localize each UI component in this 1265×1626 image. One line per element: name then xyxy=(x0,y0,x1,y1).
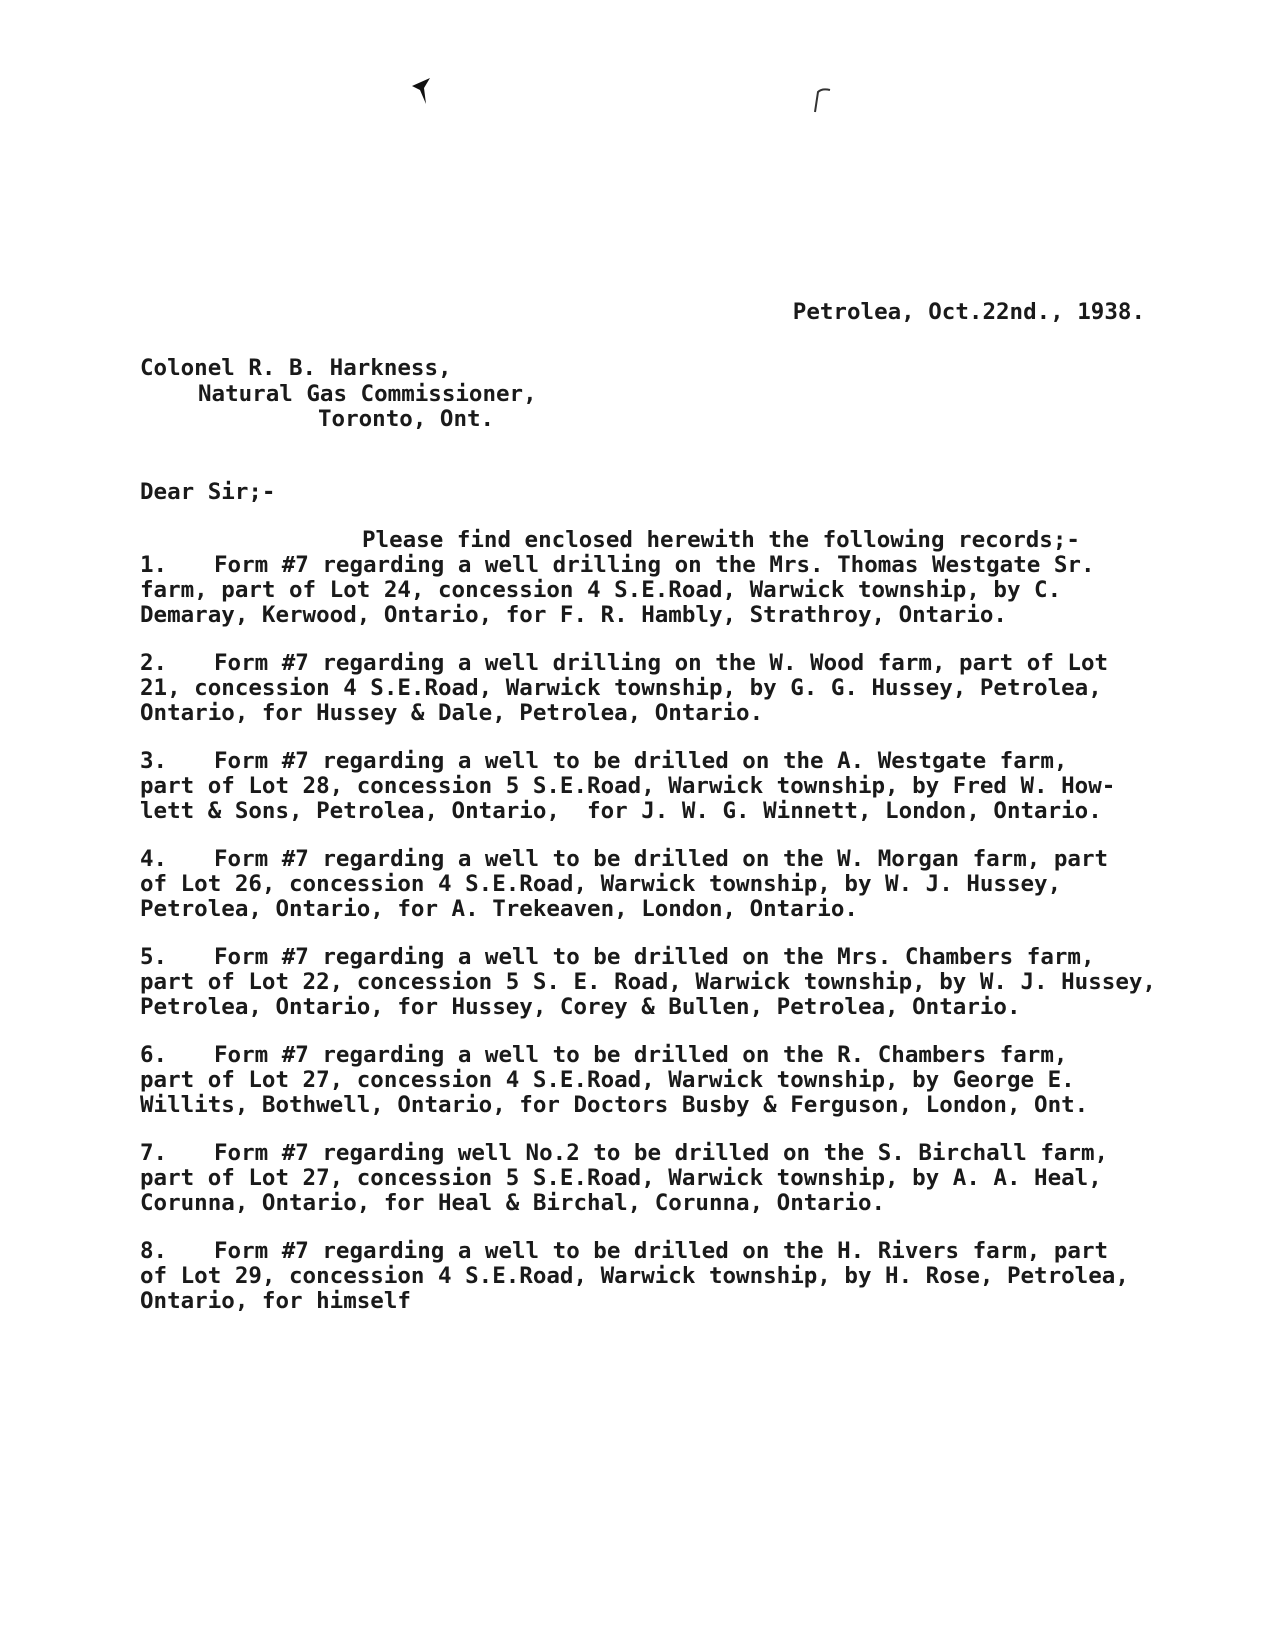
recipient-name: Colonel R. B. Harkness, xyxy=(140,355,452,381)
record-line xyxy=(140,1043,1250,1068)
record-line xyxy=(140,847,1250,872)
record-line: part of Lot 28, concession 5 S.E.Road, Warwick township, by Fred W. How- xyxy=(140,773,1116,799)
record-item-4 xyxy=(140,847,1250,922)
record-number: 6. xyxy=(140,1042,168,1068)
record-item-5 xyxy=(140,945,1250,1020)
record-text: Form #7 regarding a well to be drilled on the A. Westgate farm, xyxy=(214,748,1068,774)
ink-blot-mark xyxy=(410,76,434,106)
record-item-1 xyxy=(140,553,1250,628)
record-item-7 xyxy=(140,1141,1250,1216)
record-text: Form #7 regarding a well drilling on the Mrs. Thomas Westgate Sr. xyxy=(214,552,1095,578)
record-line: lett & Sons, Petrolea, Ontario, for J. W. G. Winnett, London, Ontario. xyxy=(140,798,1102,824)
recipient-city: Toronto, Ont. xyxy=(318,406,495,432)
record-line: of Lot 29, concession 4 S.E.Road, Warwick township, by H. Rose, Petrolea, xyxy=(140,1263,1129,1289)
record-item-2 xyxy=(140,651,1250,726)
record-text: Form #7 regarding well No.2 to be drilled on the S. Birchall farm, xyxy=(214,1140,1109,1166)
record-line: part of Lot 22, concession 5 S. E. Road, Warwick township, by W. J. Hussey, xyxy=(140,969,1156,995)
record-line: of Lot 26, concession 4 S.E.Road, Warwick township, by W. J. Hussey, xyxy=(140,871,1062,897)
record-line: Ontario, for himself xyxy=(140,1288,411,1314)
record-line: part of Lot 27, concession 5 S.E.Road, Warwick township, by A. A. Heal, xyxy=(140,1165,1102,1191)
record-line xyxy=(140,651,1250,676)
record-line: Willits, Bothwell, Ontario, for Doctors Busby & Ferguson, London, Ont. xyxy=(140,1092,1089,1118)
record-line: farm, part of Lot 24, concession 4 S.E.Road, Warwick township, by C. xyxy=(140,577,1062,603)
record-number: 2. xyxy=(140,650,168,676)
record-line xyxy=(140,553,1250,578)
record-text: Form #7 regarding a well to be drilled on the W. Morgan farm, part xyxy=(214,846,1109,872)
record-line: Petrolea, Ontario, for Hussey, Corey & Bullen, Petrolea, Ontario. xyxy=(140,994,1021,1020)
record-number: 7. xyxy=(140,1140,168,1166)
records-list xyxy=(140,553,1250,1337)
record-line: part of Lot 27, concession 4 S.E.Road, Warwick township, by George E. xyxy=(140,1067,1075,1093)
record-item-3 xyxy=(140,749,1250,824)
record-text: Form #7 regarding a well to be drilled on the R. Chambers farm, xyxy=(214,1042,1068,1068)
record-line: Ontario, for Hussey & Dale, Petrolea, Ontario. xyxy=(140,700,764,726)
record-item-8 xyxy=(140,1239,1250,1314)
record-number: 8. xyxy=(140,1238,168,1264)
intro-line: Please find enclosed herewith the following records;- xyxy=(362,527,1080,553)
record-line: Corunna, Ontario, for Heal & Birchal, Corunna, Ontario. xyxy=(140,1190,886,1216)
record-line xyxy=(140,1141,1250,1166)
record-text: Form #7 regarding a well drilling on the W. Wood farm, part of Lot xyxy=(214,650,1109,676)
recipient-title: Natural Gas Commissioner, xyxy=(198,381,537,407)
record-line: 21, concession 4 S.E.Road, Warwick township, by G. G. Hussey, Petrolea, xyxy=(140,675,1102,701)
record-number: 5. xyxy=(140,944,168,970)
record-line xyxy=(140,945,1250,970)
record-number: 3. xyxy=(140,748,168,774)
record-line: Petrolea, Ontario, for A. Trekeaven, London, Ontario. xyxy=(140,896,858,922)
record-number: 1. xyxy=(140,552,168,578)
record-text: Form #7 regarding a well to be drilled on the Mrs. Chambers farm, xyxy=(214,944,1095,970)
record-line xyxy=(140,1239,1250,1264)
pencil-tick-mark xyxy=(810,84,834,114)
letter-date: Petrolea, Oct.22nd., 1938. xyxy=(792,299,1145,325)
record-line xyxy=(140,749,1250,774)
record-number: 4. xyxy=(140,846,168,872)
record-item-6 xyxy=(140,1043,1250,1118)
salutation: Dear Sir;- xyxy=(140,479,276,505)
record-text: Form #7 regarding a well to be drilled on the H. Rivers farm, part xyxy=(214,1238,1109,1264)
record-line: Demaray, Kerwood, Ontario, for F. R. Hambly, Strathroy, Ontario. xyxy=(140,602,1007,628)
